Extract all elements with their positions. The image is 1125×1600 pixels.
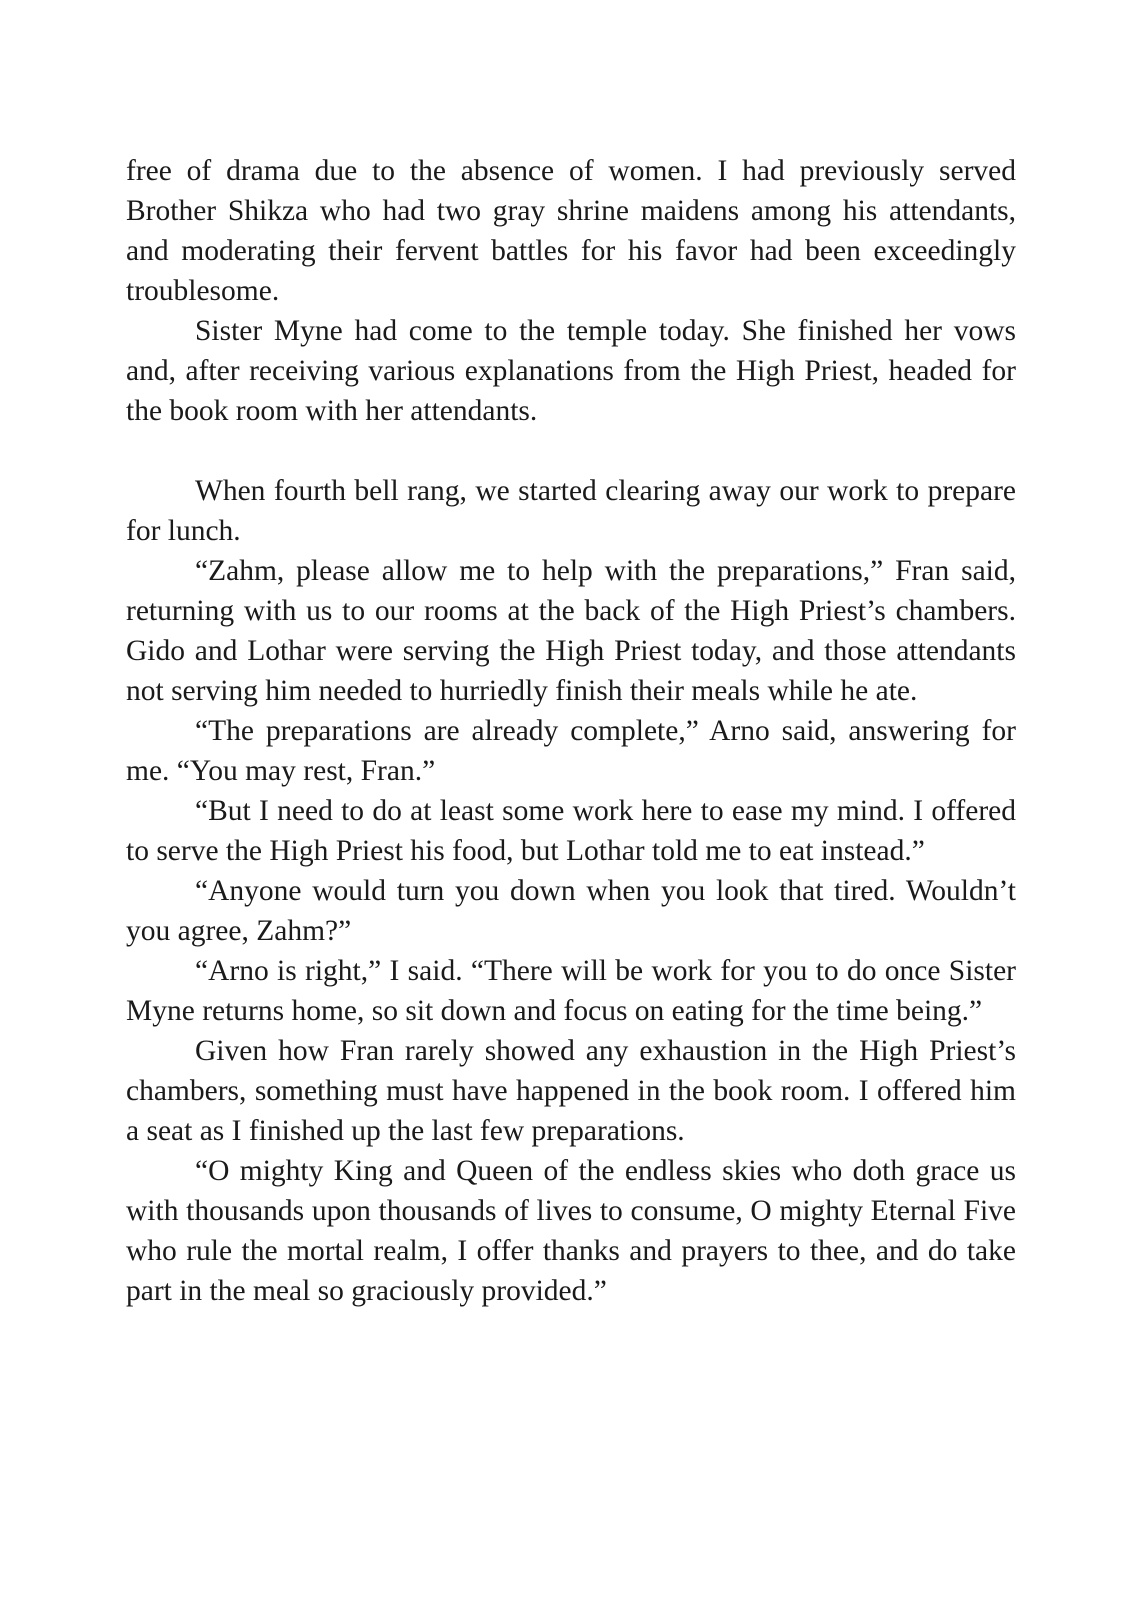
paragraph: “But I need to do at least some work here to ease my mind. I offered to serve the High Priest his food, but Lothar told me to eat instead.” bbox=[126, 795, 1016, 867]
paragraph: When fourth bell rang, we started clearing away our work to prepare for lunch. bbox=[126, 475, 1016, 547]
paragraph: free of drama due to the absence of women. I had previously served Brother Shikza who had two gray shrine maidens among his attendants, and moderating their fervent battles for his favor had been exceedingly troublesome. bbox=[126, 155, 1016, 307]
paragraph: “The preparations are already complete,” Arno said, answering for me. “You may rest, Fran.” bbox=[126, 715, 1016, 787]
paragraph: “Arno is right,” I said. “There will be work for you to do once Sister Myne returns home, so sit down and focus on eating for the time being.” bbox=[126, 955, 1016, 1027]
paragraph: Sister Myne had come to the temple today. She finished her vows and, after receiving various explanations from the High Priest, headed for the book room with her attendants. bbox=[126, 315, 1016, 427]
paragraph: “O mighty King and Queen of the endless skies who doth grace us with thousands upon thousands of lives to consume, O mighty Eternal Five who rule the mortal realm, I offer thanks and prayers to thee, and do take part in the meal so graciously provided.” bbox=[126, 1155, 1016, 1307]
paragraph: Given how Fran rarely showed any exhaustion in the High Priest’s chambers, something must have happened in the book room. I offered him a seat as I finished up the last few preparations. bbox=[126, 1035, 1016, 1147]
paragraph: “Anyone would turn you down when you look that tired. Wouldn’t you agree, Zahm?” bbox=[126, 875, 1016, 947]
paragraph: “Zahm, please allow me to help with the preparations,” Fran said, returning with us to our rooms at the back of the High Priest’s chambers. Gido and Lothar were serving the High Priest today, and those attendants not serving him needed to hurriedly finish their meals while he ate. bbox=[126, 555, 1016, 707]
body-text bbox=[126, 151, 1016, 1311]
scene-break bbox=[126, 431, 1016, 471]
